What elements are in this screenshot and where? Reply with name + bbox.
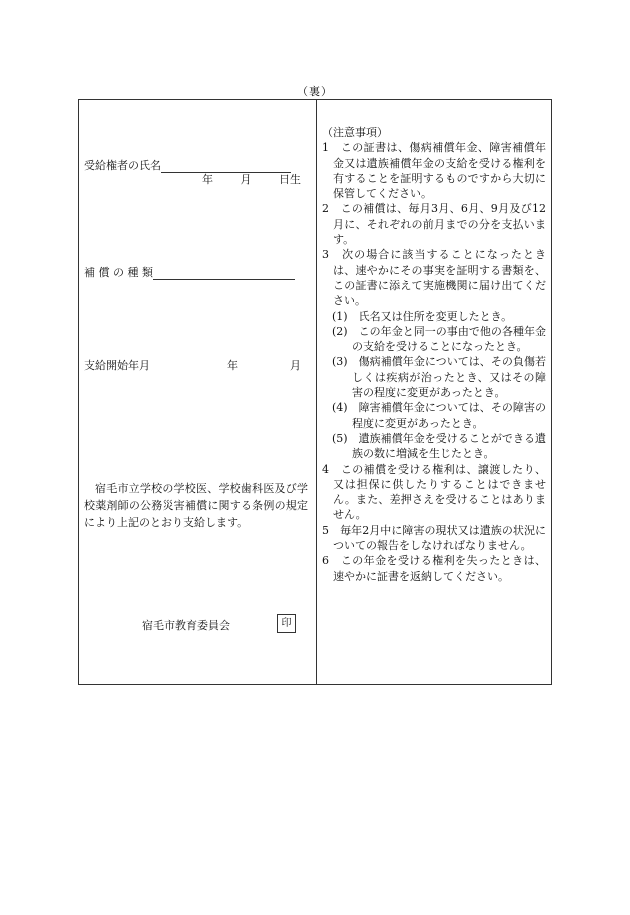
birth-date-row xyxy=(202,171,301,187)
start-month-label: 月 xyxy=(290,359,301,372)
note-item: 4 この補償を受ける権利は、譲渡したり、又は担保に供したりすることはできません。また、差押さえを受けることはありません。 xyxy=(322,462,546,522)
notes-panel xyxy=(322,125,546,584)
note-subitem: (1) 氏名又は住所を変更したとき。 xyxy=(332,309,513,323)
benefit-type-row xyxy=(84,264,295,280)
note-item: 3 次の場合に該当することになったときは、速やかにその事実を証明する書類を、この証書に添えて実施機関に届け出てください。 xyxy=(322,248,546,308)
note-subitem: (5) 遺族補償年金を受けることができる遺族の数に増減を生じたとき。 xyxy=(332,431,546,461)
birth-day-label: 日生 xyxy=(279,173,301,186)
note-subitem: (4) 障害補償年金については、その障害の程度に変更があったとき。 xyxy=(332,401,546,430)
birth-year-label: 年 xyxy=(202,173,213,186)
note-subitem: (3) 傷病補償年金については、その負傷若しくは疾病が治ったとき、又はその障害の程度に変更があったとき。 xyxy=(332,355,546,400)
benefit-type-line xyxy=(153,267,295,280)
column-divider xyxy=(316,99,317,685)
benefit-type-label: 補 償 の 種 類 xyxy=(84,266,153,279)
start-date-row xyxy=(84,357,308,371)
payment-statement: 宿毛市立学校の学校医、学校歯科医及び学校薬剤師の公務災害補償に関する条例の規定により上記のとおり支給します。 xyxy=(84,482,308,529)
page-side-label: （裏） xyxy=(297,85,333,98)
start-date-label: 支給開始年月 xyxy=(84,359,150,372)
official-seal-box: 印 xyxy=(277,614,296,633)
note-subitem: (2) この年金と同一の事由で他の各種年金の支給を受けることになったとき。 xyxy=(332,324,546,354)
left-panel xyxy=(78,99,316,685)
issuer-name: 宿毛市教育委員会 xyxy=(142,619,230,632)
recipient-name-label: 受給権者の氏名 xyxy=(84,159,161,172)
start-year-label: 年 xyxy=(227,359,238,372)
note-item: 2 この補償は、毎月3月、6月、9月及び12月に、それぞれの前月までの分を支払います。 xyxy=(322,202,546,247)
note-item: 6 この年金を受ける権利を失ったときは、速やかに証書を返納してください。 xyxy=(322,554,546,583)
birth-month-label: 月 xyxy=(240,173,252,186)
note-item: 5 毎年2月中に障害の現状又は遺族の状況についての報告をしなければなりません。 xyxy=(322,523,546,553)
notes-heading: （注意事項） xyxy=(322,126,388,139)
note-item: 1 この証書は、傷病補償年金、障害補償年金又は遺族補償年金の支給を受ける権利を有することを証明するものですから大切に保管してください。 xyxy=(322,141,546,201)
